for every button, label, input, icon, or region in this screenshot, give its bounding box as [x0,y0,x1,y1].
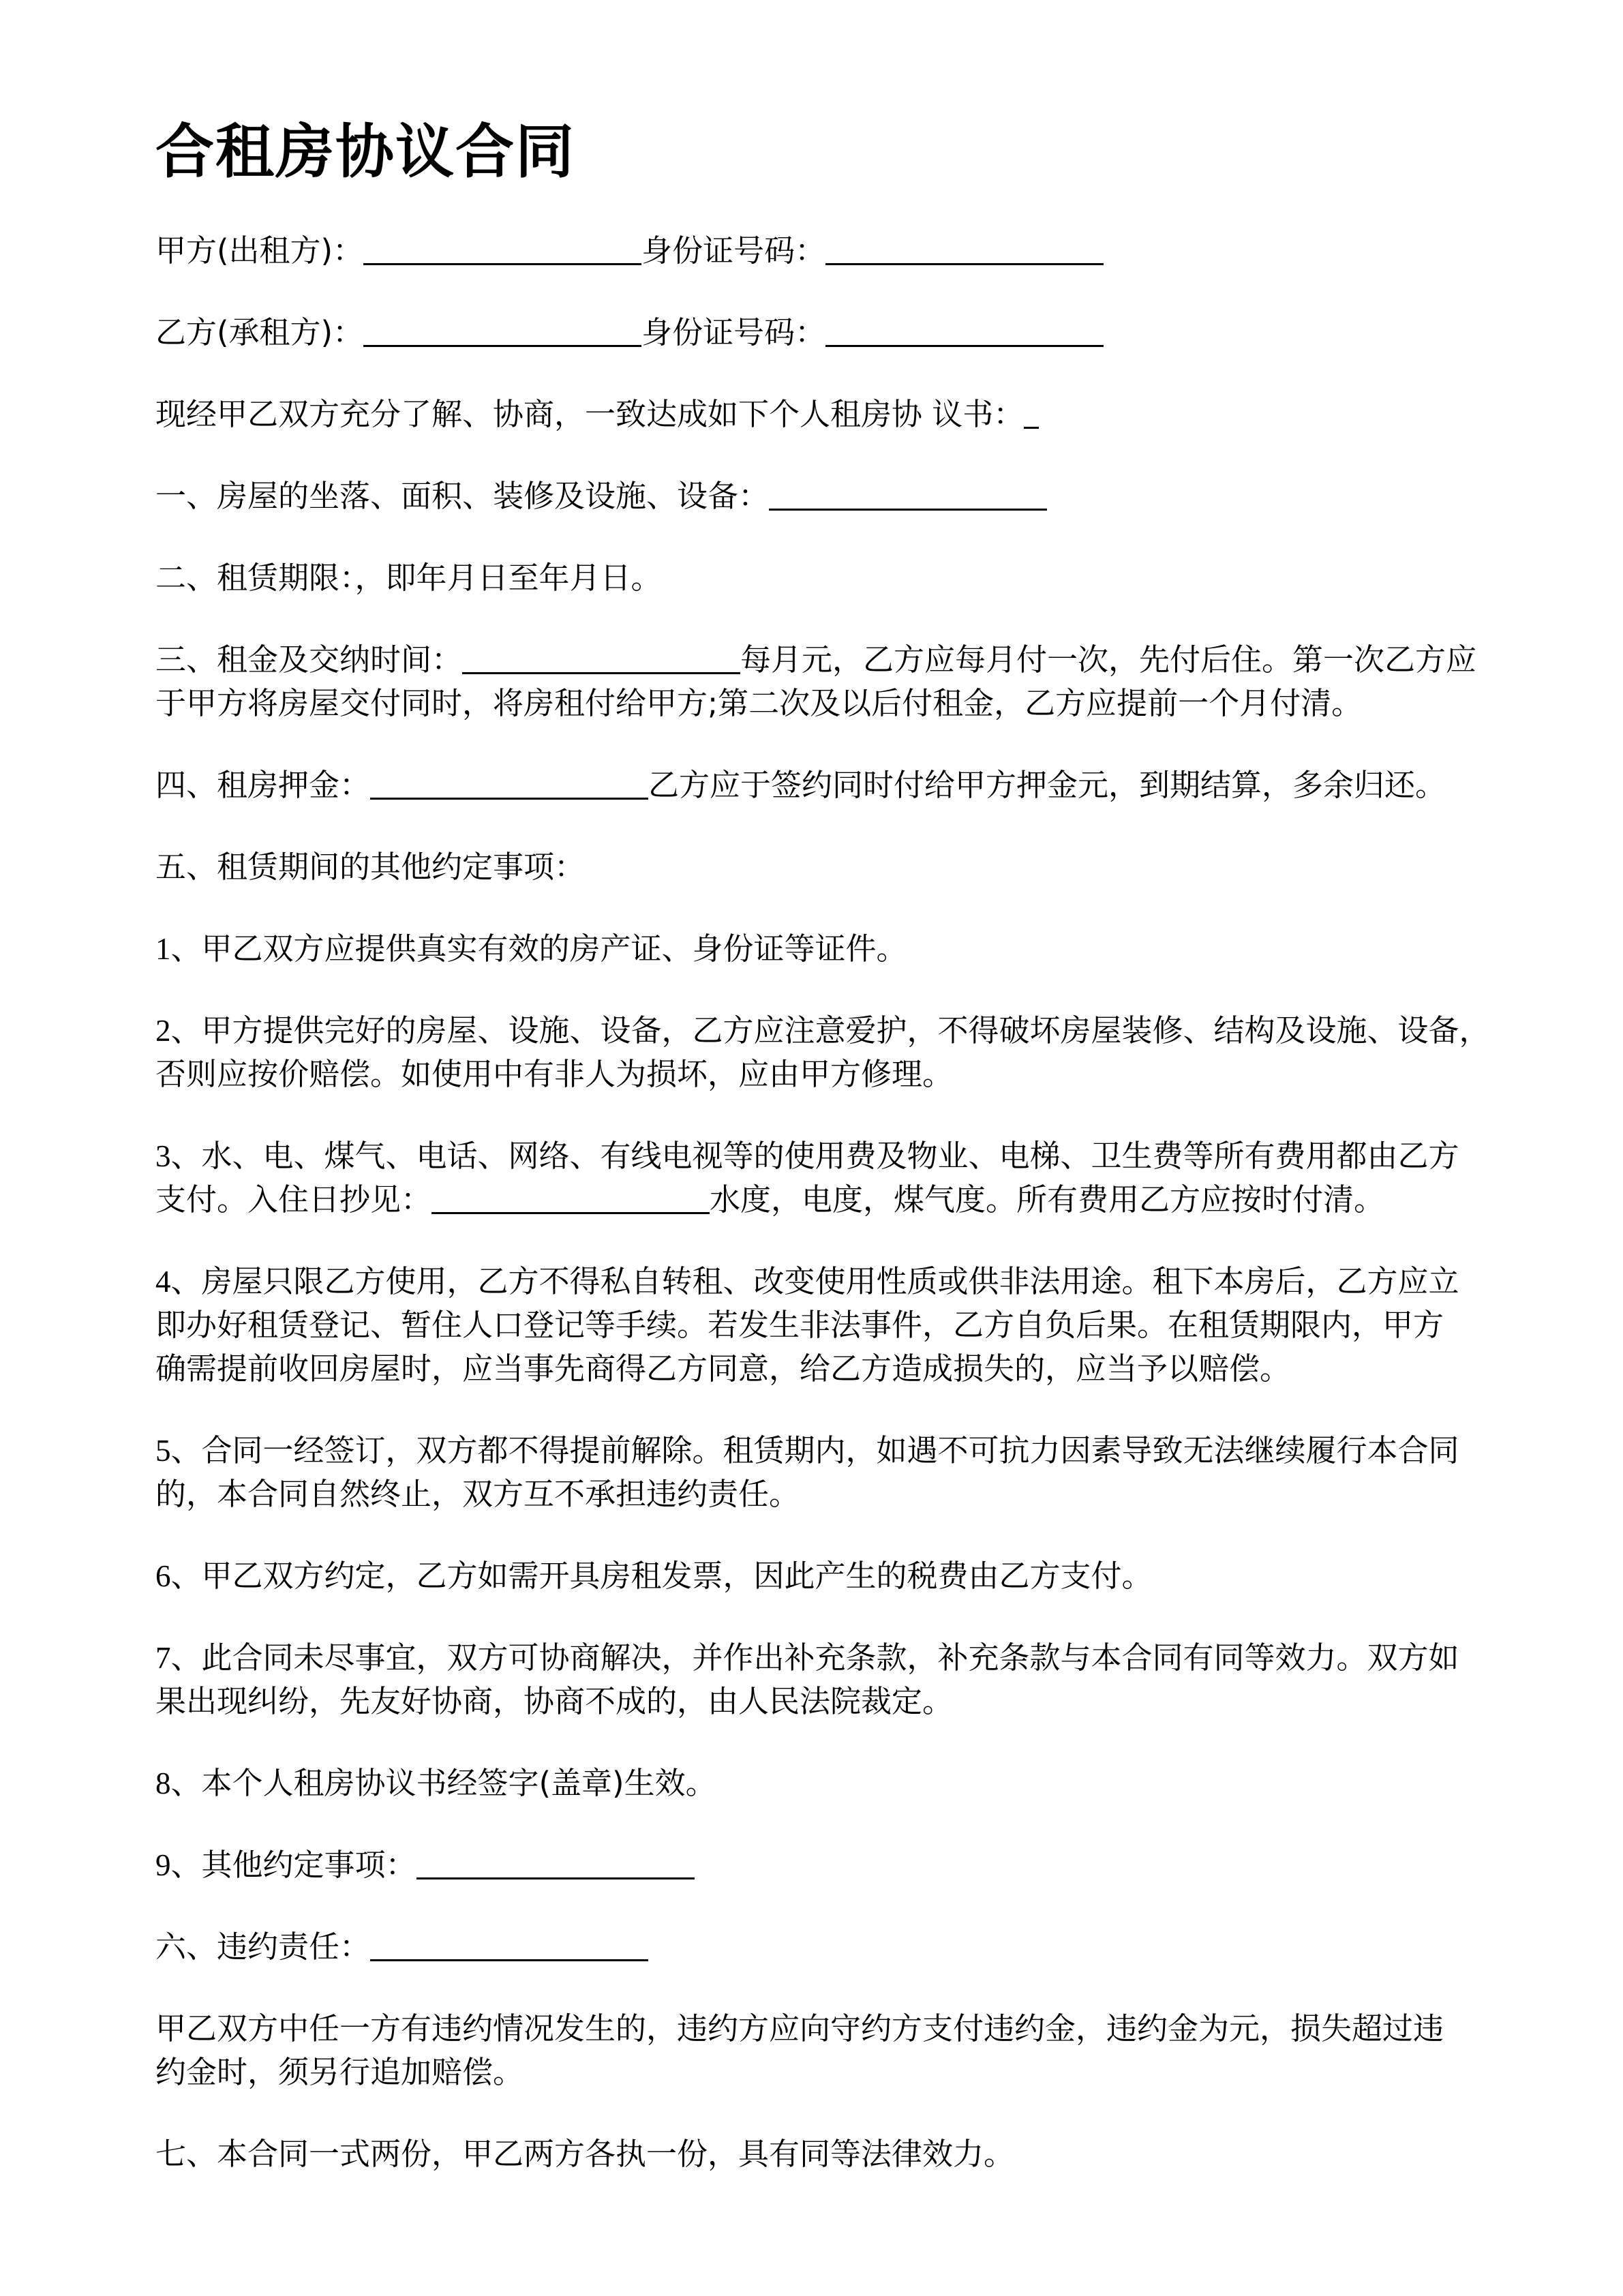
item-3-meter-blank[interactable] [431,1182,710,1214]
item-3-line2-label: 支付。入住日抄见： [155,1181,432,1218]
item-9-text: 、其他约定事项： [170,1847,416,1883]
item-4-number: 4 [155,1265,171,1299]
item-4 [155,1260,1566,1391]
section-3-blank[interactable] [462,642,740,674]
penalty-line2: 约金时，须另行追加赔偿。 [155,2054,524,2090]
item-9-number: 9 [155,1848,171,1882]
section-4-label: 四、租房押金： [155,767,371,803]
item-6-number: 6 [155,1559,171,1593]
item-3 [155,1134,1566,1222]
party-a-id-label: 身份证号码： [641,232,826,269]
party-a-id-blank[interactable] [825,233,1104,265]
section-4 [155,764,1566,807]
document-title: 合租房协议合同 [155,118,575,186]
party-b-label: 乙方(承租方)： [155,314,364,350]
item-6-text: 、甲乙双方约定，乙方如需开具房租发票，因此产生的税费由乙方支付。 [170,1558,1153,1594]
item-8-text: 、本个人租房协议书经签字(盖章)生效。 [170,1765,716,1801]
item-5-line2: 的，本合同自然终止，双方互不承担违约责任。 [155,1476,800,1512]
item-7-text: 、此合同未尽事宜，双方可协商解决，并作出补充条款，补充条款与本合同有同等效力。双方如 [170,1640,1459,1676]
item-2-line2: 否则应按价赔偿。如使用中有非人为损坏，应由甲方修理。 [155,1056,954,1092]
section-5 [155,845,1566,889]
party-a-line [155,229,1566,273]
item-7-number: 7 [155,1641,171,1675]
section-6-text: 六、违约责任： [155,1929,371,1965]
intro-line [155,393,1566,436]
item-4-line2: 即办好租赁登记、暂住人口登记等手续。若发生非法事件，乙方自负后果。在租赁期限内，甲方 [155,1307,1444,1343]
section-3 [155,638,1566,725]
item-1-number: 1 [155,932,171,966]
item-4-text: 、房屋只限乙方使用，乙方不得私自转租、改变使用性质或供非法用途。租下本房后，乙方应立 [170,1263,1459,1299]
section-1-text: 一、房屋的坐落、面积、装修及设施、设备： [155,478,770,514]
section-3-after: 每月元，乙方应每月付一次，先付后住。第一次乙方应 [740,641,1477,678]
party-a-name-blank[interactable] [363,233,641,265]
party-b-id-blank[interactable] [825,315,1104,347]
item-2 [155,1009,1566,1096]
item-4-line3: 确需提前收回房屋时，应当事先商得乙方同意，给乙方造成损失的，应当予以赔偿。 [155,1350,1291,1387]
section-4-after: 乙方应于签约同时付给甲方押金元，到期结算，多余归还。 [648,767,1446,803]
party-b-id-label: 身份证号码： [641,314,826,350]
section-6-blank[interactable] [370,1929,648,1961]
section-1 [155,474,1566,518]
item-3-number: 3 [155,1139,171,1173]
item-5-number: 5 [155,1434,171,1468]
section-2 [155,556,1566,600]
section-7 [155,2132,1566,2176]
item-3-line2-after: 水度，电度，煤气度。所有费用乙方应按时付清。 [710,1181,1385,1218]
item-1-text: 、甲乙双方应提供真实有效的房产证、身份证等证件。 [170,931,907,967]
section-3-label: 三、租金及交纳时间： [155,641,463,678]
item-9-blank[interactable] [416,1847,695,1879]
party-b-name-blank[interactable] [363,315,641,347]
penalty-line1: 甲乙双方中任一方有违约情况发生的，违约方应向守约方支付违约金，违约金为元，损失超过违 [155,2010,1444,2046]
item-7-line2: 果出现纠纷，先友好协商，协商不成的，由人民法院裁定。 [155,1683,954,1719]
item-2-text: 、甲方提供完好的房屋、设施、设备，乙方应注意爱护，不得破坏房屋装修、结构及设施、设备， [170,1012,1490,1048]
intro-blank[interactable] [1024,397,1039,429]
party-b-line [155,311,1566,354]
item-1 [155,927,1566,971]
item-5-text: 、合同一经签订，双方都不得提前解除。租赁期内，如遇不可抗力因素导致无法继续履行本合同 [170,1432,1459,1468]
section-7-text: 七、本合同一式两份，甲乙两方各执一份，具有同等法律效力。 [155,2136,1015,2172]
item-9 [155,1843,1566,1887]
item-6 [155,1554,1566,1598]
item-7 [155,1636,1566,1723]
item-2-number: 2 [155,1014,171,1048]
section-6 [155,1925,1566,1969]
item-8 [155,1762,1566,1805]
item-8-number: 8 [155,1766,171,1800]
section-2-text: 二、租赁期限：，即年月日至年月日。 [155,560,662,596]
party-a-label: 甲方(出租方)： [155,232,364,269]
intro-text: 现经甲乙双方充分了解、协商，一致达成如下个人租房协 议书： [155,396,1025,432]
section-3-line2: 于甲方将房屋交付同时，将房租付给甲方;第二次及以后付租金，乙方应提前一个月付清。 [155,685,1363,721]
item-5 [155,1429,1566,1516]
section-1-blank[interactable] [769,479,1047,511]
item-3-text: 、水、电、煤气、电话、网络、有线电视等的使用费及物业、电梯、卫生费等所有费用都由乙方 [170,1138,1459,1174]
penalty-clause [155,2007,1566,2094]
section-4-blank[interactable] [370,768,648,800]
section-5-text: 五、租赁期间的其他约定事项： [155,849,586,885]
